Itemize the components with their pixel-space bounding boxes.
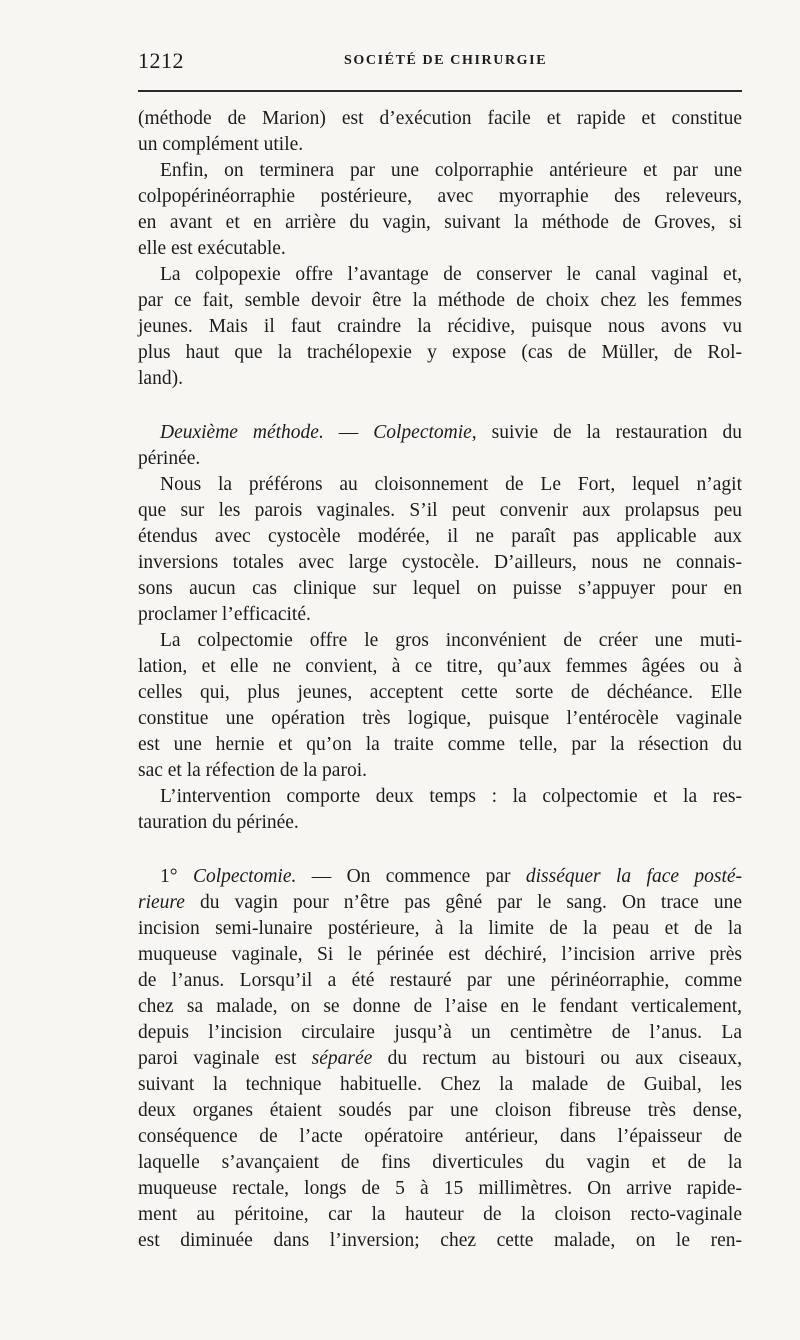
text-line: jeunes. Mais il faut craindre la récidive, puisque nous avons vu bbox=[138, 316, 742, 337]
emphasis-text: séparée bbox=[311, 1048, 373, 1069]
text-line: (méthode de Marion) est d’exécution facile et rapide et constitue bbox=[138, 108, 742, 129]
text-line: de l’anus. Lorsqu’il a été restauré par une périnéorraphie, comme bbox=[138, 970, 742, 991]
text-line: muqueuse vaginale, Si le périnée est déchiré, l’incision arrive près bbox=[138, 944, 742, 965]
text-line: depuis l’incision circulaire jusqu’à un centimètre de l’anus. La bbox=[138, 1022, 742, 1043]
body-text bbox=[138, 106, 742, 1254]
text-line: conséquence de l’acte opératoire antérieur, dans l’épaisseur de bbox=[138, 1126, 742, 1147]
text-line: tauration du périnée. bbox=[138, 812, 299, 833]
section-title: Colpectomie bbox=[373, 422, 472, 443]
paragraph bbox=[138, 158, 742, 262]
text-line: incision semi-lunaire postérieure, à la limite de la peau et de la bbox=[138, 918, 742, 939]
paragraph bbox=[138, 628, 742, 784]
page-number: 1212 bbox=[138, 48, 184, 73]
text-line: Nous la préférons au cloisonnement de Le Fort, lequel n’agit bbox=[160, 474, 742, 495]
text-line bbox=[138, 1046, 742, 1072]
text-line: sons aucun cas clinique sur lequel on puisse s’appuyer pour en bbox=[138, 578, 742, 599]
running-head bbox=[138, 48, 742, 74]
text-line: colpopérinéorraphie postérieure, avec myorraphie des releveurs, bbox=[138, 186, 742, 207]
text-line: sac et la réfection de la paroi. bbox=[138, 760, 368, 781]
text-line: suivant la technique habituelle. Chez la malade de Guibal, les bbox=[138, 1074, 742, 1095]
text-line: inversions totales avec large cystocèle. D’ailleurs, nous ne connais- bbox=[138, 552, 742, 573]
dash: — bbox=[323, 422, 374, 443]
text-line: La colpopexie offre l’avantage de conserver le canal vaginal et, bbox=[160, 264, 742, 285]
text-line: étendus avec cystocèle modérée, il ne paraît pas applicable aux bbox=[138, 526, 742, 547]
text-line: chez sa malade, on se donne de l’aise en le fendant verticalement, bbox=[138, 996, 742, 1017]
paragraph bbox=[138, 106, 742, 158]
text-line: celles qui, plus jeunes, acceptent cette sorte de déchéance. Elle bbox=[138, 682, 742, 703]
section-gap bbox=[138, 392, 742, 420]
text-line bbox=[138, 864, 742, 890]
header-rule bbox=[138, 90, 742, 92]
text-line: périnée. bbox=[138, 448, 201, 469]
paragraph bbox=[138, 784, 742, 836]
paragraph bbox=[138, 472, 742, 628]
text-line: muqueuse rectale, longs de 5 à 15 millimètres. On arrive rapide- bbox=[138, 1178, 742, 1199]
step-text: paroi vaginale est bbox=[138, 1048, 312, 1069]
text-line: par ce fait, semble devoir être la méthode de choix chez les femmes bbox=[138, 290, 742, 311]
text-line: plus haut que la trachélopexie y expose (cas de Müller, de Rol- bbox=[138, 342, 742, 363]
section-gap bbox=[138, 836, 742, 864]
section-heading-paragraph bbox=[138, 420, 742, 472]
running-title: SOCIÉTÉ DE CHIRURGIE bbox=[344, 53, 548, 68]
text-line bbox=[138, 420, 742, 446]
text-line: ment au péritoine, car la hauteur de la cloison recto-vaginale bbox=[138, 1204, 742, 1225]
text-line: est diminuée dans l’inversion; chez cette malade, on le ren- bbox=[138, 1230, 742, 1251]
text-line: constitue une opération très logique, puisque l’entérocèle vaginale bbox=[138, 708, 742, 729]
text-line: laquelle s’avançaient de fins diverticules du vagin et de la bbox=[138, 1152, 742, 1173]
step-text: — On commence par bbox=[296, 866, 526, 887]
text-line bbox=[138, 890, 742, 916]
text-line: proclamer l’efficacité. bbox=[138, 604, 311, 625]
step-text: du vagin pour n’être pas gêné par le sang. On trace une bbox=[184, 892, 742, 913]
emphasis-text: disséquer la face posté- bbox=[525, 866, 743, 887]
step-text: du rectum au bistouri ou aux ciseaux, bbox=[372, 1048, 742, 1069]
text-line: deux organes étaient soudés par une cloison fibreuse très dense, bbox=[138, 1100, 742, 1121]
text-line: que sur les parois vaginales. S’il peut convenir aux prolapsus peu bbox=[138, 500, 742, 521]
section-title-rest: , suivie de la restauration du bbox=[471, 422, 742, 443]
text-line: est une hernie et qu’on la traite comme telle, par la résection du bbox=[138, 734, 742, 755]
text-line: elle est exécutable. bbox=[138, 238, 286, 259]
text-line: L’intervention comporte deux temps : la colpectomie et la res- bbox=[160, 786, 742, 807]
emphasis-text: rieure bbox=[138, 892, 185, 913]
text-line: un complément utile. bbox=[138, 134, 304, 155]
text-line: lation, et elle ne convient, à ce titre, qu’aux femmes âgées ou à bbox=[138, 656, 742, 677]
subsection-paragraph bbox=[138, 864, 742, 1254]
step-title: Colpectomie. bbox=[192, 866, 297, 887]
text-line: Enfin, on terminera par une colporraphie antérieure et par une bbox=[160, 160, 742, 181]
section-label: Deuxième méthode. bbox=[160, 422, 324, 443]
text-line: La colpectomie offre le gros inconvénient de créer une muti- bbox=[160, 630, 742, 651]
text-line: land). bbox=[138, 368, 183, 389]
text-line: en avant et en arrière du vagin, suivant la méthode de Groves, si bbox=[138, 212, 742, 233]
paragraph bbox=[138, 262, 742, 392]
step-number: 1° bbox=[160, 866, 178, 887]
